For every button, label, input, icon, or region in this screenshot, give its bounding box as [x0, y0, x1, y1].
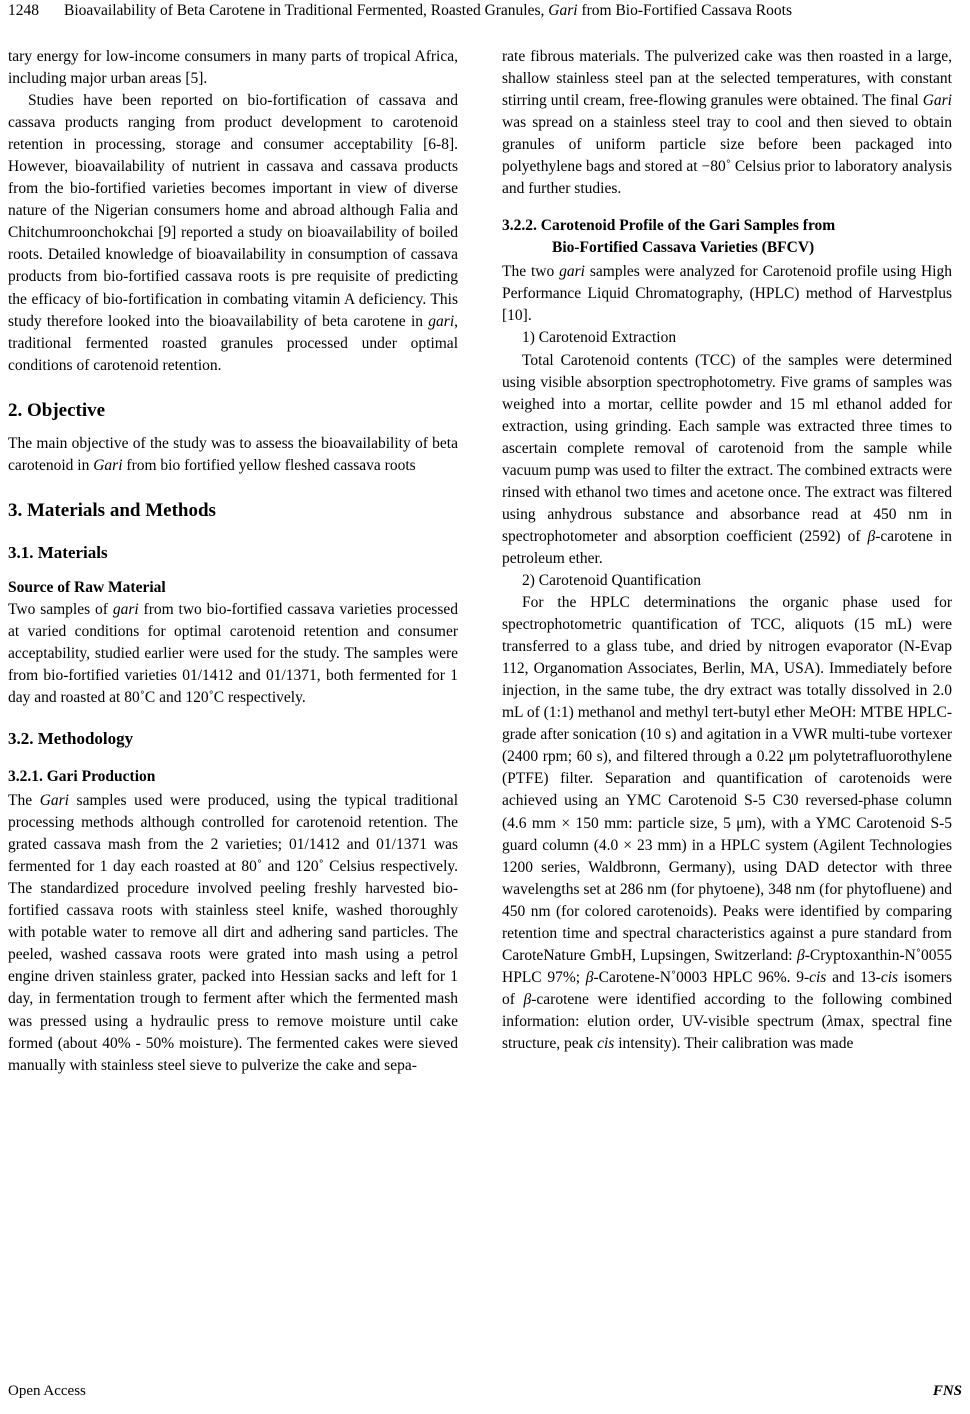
running-head-title-part1: Bioavailability of Beta Carotene in Traditional Fermented, Roasted Granules,	[64, 2, 549, 19]
term-gari-italic: Gari	[93, 456, 123, 474]
heading-materials-and-methods: 3. Materials and Methods	[8, 499, 216, 521]
term-gari-italic: gari	[428, 312, 455, 330]
right-column	[502, 46, 952, 1354]
paragraph-gari-production	[8, 790, 458, 1077]
paragraph-quant-part1: For the HPLC determinations the organic phase used for spectrophotometric quantification of TCC, aliquots (15 mL) were transferred to a glass tube, and dried by nitrogen evaporator (N-Evap 112, Organomation Associates, Berlin, MA, USA). Immediately before injection, in the same tube, the dry extract was totally dissolved in 2.0 mL of (1:1) methanol and methyl tert-butyl ether MeOH: MTBE HPLC-grade after sonication (10 s) and agitation in a VWR multi-tube vortexer (2400 rpm; 60 s), and filtered through a 0.22 μm polytetrafluorothylene (PTFE) filter. Separation and quantification of carotenoids were achieved using an YMC Carotenoid S-5 C30 reversed-phase column (4.6 mm × 150 mm: particle size, 5 μm), with a YMC Carotenoid S-5 guard column (4.0 × 23 mm) in a HPLC system (Agilent Technologies 1200 series, Waldbronn, Germany), using DAD detector with three wavelengths set at 286 nm (for phytoene), 348 nm (for phytofluene) and 450 nm (for colored carotenoids). Peaks were identified by comparing retention time and spectral characteristics against a pure standard from CaroteNature GmbH, Lupsingen, Switzerland:	[502, 594, 952, 964]
term-cis-italic: cis	[809, 968, 827, 986]
symbol-beta: β	[867, 527, 876, 545]
heading-carotenoid-profile	[502, 215, 952, 259]
term-gari-italic: gari	[112, 600, 139, 618]
paragraph-extraction-part2: -carotene in petroleum ether.	[502, 527, 952, 567]
heading-objective: 2. Objective	[8, 399, 106, 421]
list-item-carotenoid-quantification: 2) Carotenoid Quantification	[522, 571, 702, 589]
heading-methodology: 3.2. Methodology	[8, 729, 134, 749]
paragraph-quant-part4: and 13-	[826, 968, 881, 986]
running-head-title-italic: Gari	[548, 2, 578, 19]
paragraph-continuation: tary energy for low-income consumers in many parts of tropical Africa, including major urban areas [5].	[8, 48, 458, 88]
paragraph-source-part2: from two bio-fortified cassava varieties processed at varied conditions for optimal carotenoid retention and consumer acceptability, studied earlier were used for the study. The samples were from bio-fortified varieties 01/1412 and 01/1371, both fermented for 1 day and roasted at 80˚C and 120˚C respectively.	[8, 600, 458, 706]
heading-source-of-raw-material: Source of Raw Material	[8, 578, 166, 596]
paragraph-carotenoid-profile	[502, 261, 952, 327]
left-column	[8, 46, 458, 1354]
page-number: 1248	[8, 2, 39, 19]
paragraph-quant-part8: intensity). Their calibration was made	[614, 1034, 854, 1052]
footer-journal-abbrev: FNS	[932, 1383, 962, 1399]
paragraph-source-of-raw-material	[8, 599, 458, 709]
term-gari-italic: gari	[559, 263, 585, 281]
list-item-carotenoid-extraction: 1) Carotenoid Extraction	[522, 329, 677, 347]
running-head-title	[64, 0, 962, 22]
paragraph-objective	[8, 433, 458, 477]
paragraph-studies-part1: Studies have been reported on bio-fortification of cassava and cassava products ranging from product development to carotenoid retention in processing, storage and consumer acceptability [6-8]. However, bioavailability of nutrient in cassava and cassava products from the bio-fortified varieties becomes important in view of diverse nature of the Nigerian consumers home and abroad although Falia and Chitchumroonchokchai [9] reported a study on bioavailability of boiled roots. Detailed knowledge of bioavailability in consumption of cassava products from bio-fortified cassava roots is pre requisite of predicting the efficacy of bio-fortification in combating vitamin A deficiency. This study therefore looked into the bioavailability of beta carotene in	[8, 92, 458, 330]
paragraph-objective-part1: The main objective of the study was to assess the bioavailability of beta carotenoid in	[8, 434, 458, 474]
paragraph-quant-part7: max, spectral fine structure, peak	[502, 1012, 952, 1052]
paragraph-gari-part1: The	[8, 792, 40, 810]
page-footer	[8, 1380, 962, 1402]
running-head-title-part2: from Bio-Fortified Cassava Roots	[577, 2, 792, 19]
paragraph-quant-part5: isomers of	[502, 968, 952, 1008]
term-cis-italic: cis	[597, 1034, 615, 1052]
paragraph-extraction-part1: Total Carotenoid contents (TCC) of the samples were determined using visible absorption spectrophotometry. Five grams of samples was weighed into a mortar, cellite powder and 15 ml ethanol added for extraction, using grinding. Each sample was extracted three times to ascertain complete removal of carotenoid from the sample while vacuum pump was used to filter the extract. The combined extracts were rinsed with ethanol two times and acetone once. The extract was filtered using anhydrous substance and absorbance read at 450 nm in spectrophotometer and absorption coefficient (2592) of	[502, 351, 952, 545]
symbol-beta: β	[797, 946, 805, 964]
term-gari-italic: Gari	[922, 92, 952, 110]
body-columns	[8, 46, 962, 1354]
footer-open-access: Open Access	[8, 1383, 86, 1399]
paragraph-source-part1: Two samples of	[8, 600, 113, 618]
heading-materials: 3.1. Materials	[8, 542, 108, 562]
paragraph-carotenoid-quantification	[502, 592, 952, 1055]
symbol-beta: β	[585, 968, 594, 986]
term-cis-italic: cis	[880, 968, 899, 986]
running-head	[8, 0, 962, 34]
paragraph-objective-part2: from bio fortified yellow fleshed cassava roots	[122, 456, 416, 474]
paragraph-quant-part2: -Cryptoxanthin-N˚0055 HPLC 97%;	[502, 946, 952, 986]
paragraph-roasting-part2: was spread on a stainless steel tray to cool and then sieved to obtain granules of uniform particle size before been packaged into polyethylene bags and stored at −80˚ Celsius prior to laboratory analysis and further studies.	[502, 114, 952, 198]
heading-carotenoid-profile-line2: Bio-Fortified Cassava Varieties (BFCV)	[552, 239, 815, 257]
paragraph-roasting-part1: rate fibrous materials. The pulverized cake was then roasted in a large, shallow stainless steel pan at the selected temperatures, with constant stirring until cream, free-flowing granules were obtained. The final	[502, 48, 952, 110]
heading-carotenoid-profile-line1: 3.2.2. Carotenoid Profile of the Gari Samples from	[502, 217, 836, 235]
paragraph-quant-part3: -Carotene-N˚0003 HPLC 96%. 9-	[593, 968, 810, 986]
heading-gari-production: 3.2.1. Gari Production	[8, 768, 156, 786]
paragraph-profile-part2: samples were analyzed for Carotenoid profile using High Performance Liquid Chromatography, (HPLC) method of Harvestplus [10].	[502, 263, 952, 325]
paragraph-studies-part2: , traditional fermented roasted granules processed under optimal conditions of carotenoid retention.	[8, 312, 458, 374]
symbol-beta: β	[523, 990, 532, 1008]
paragraph-roasting-continuation	[502, 46, 952, 200]
symbol-lambda: λ	[826, 1012, 834, 1030]
paragraph-carotenoid-extraction	[502, 350, 952, 570]
paragraph-quant-part6: -carotene were identified according to the following combined information: elution order, UV-visible spectrum (	[502, 990, 952, 1030]
paragraph-gari-part2: samples used were produced, using the typical traditional processing methods although controlled for carotenoid retention. The grated cassava mash from the 2 varieties; 01/1412 and 01/1371 was fermented for 1 day each roasted at 80˚ and 120˚ Celsius respectively. The standardized procedure involved peeling freshly harvested bio-fortified cassava roots with stainless steel knife, washed thoroughly with potable water to remove all dirt and adhering sand particles. The peeled, washed cassava roots were grated into mash using a petrol engine driven stainless grater, packed into Hessian sacks and left for 1 day, in fermentation trough to ferment after which the fermented mash was pressed using a hydraulic press to remove moisture until cake formed (about 40% - 50% moisture). The fermented cakes were sieved manually with stainless steel sieve to pulverize the cake and sepa-	[8, 792, 458, 1074]
term-gari-italic: Gari	[39, 792, 69, 810]
paragraph-studies-reported	[8, 90, 458, 377]
paragraph-profile-part1: The two	[502, 263, 560, 281]
